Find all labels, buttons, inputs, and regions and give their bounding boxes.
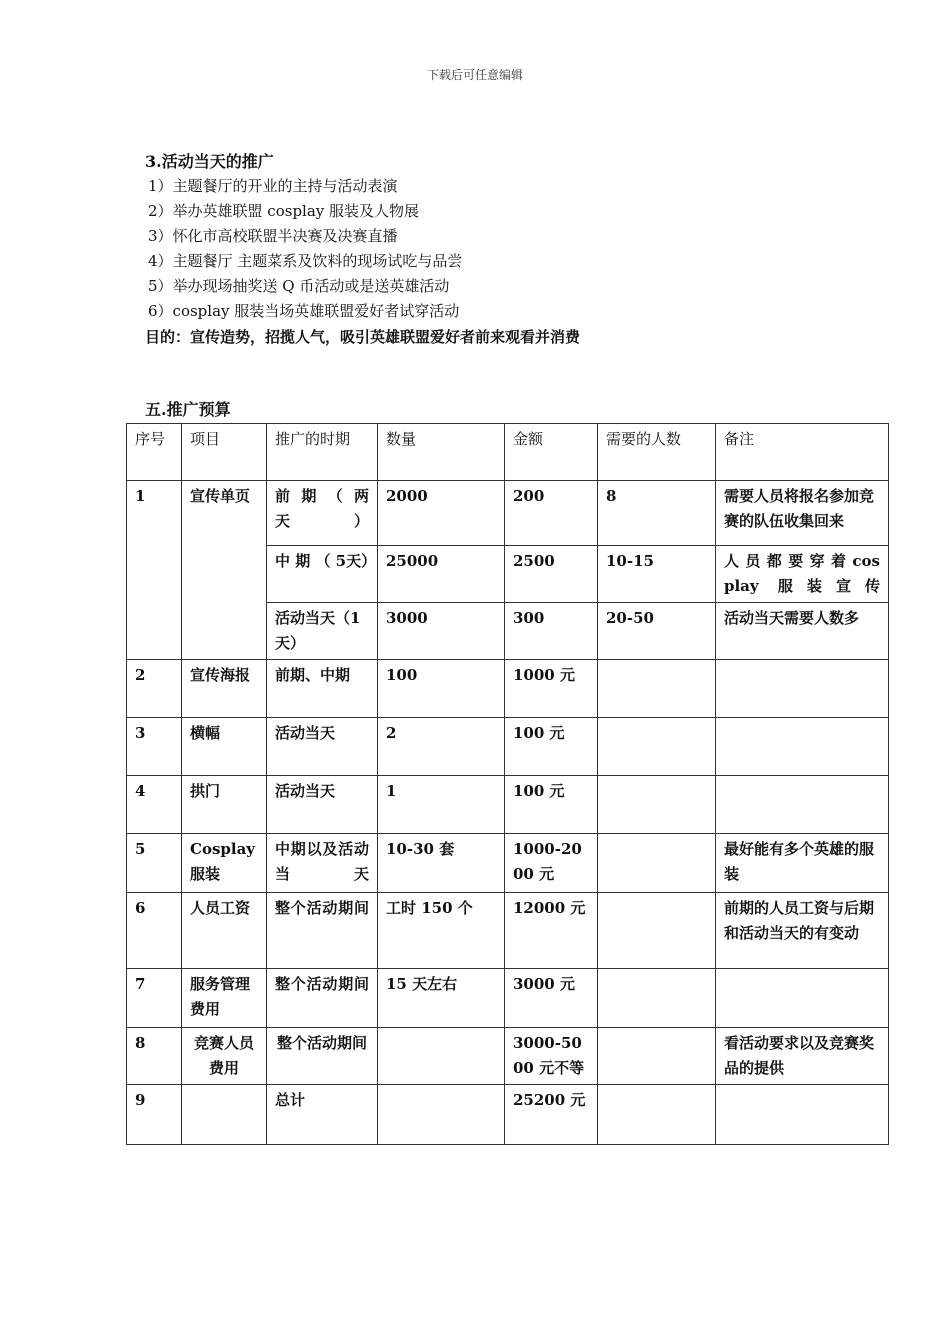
header-note: 下载后可任意编辑	[426, 68, 523, 82]
cell-period: 活动当天	[267, 776, 378, 834]
cell-amount: 12000 元	[505, 893, 598, 969]
cell-qty: 工时 150 个	[378, 893, 505, 969]
header-cell-amount: 金额	[505, 424, 598, 481]
cell-amount: 1000 元	[505, 660, 598, 718]
table-row	[127, 481, 889, 546]
cell-note	[716, 776, 889, 834]
cell-no: 6	[127, 893, 182, 969]
cell-qty	[378, 1028, 505, 1085]
header-cell-qty: 数量	[378, 424, 505, 481]
cell-amount: 3000-5000 元不等	[505, 1028, 598, 1085]
cell-item	[182, 1085, 267, 1145]
list-item: 5）举办现场抽奖送 Q 币活动或是送英雄活动	[148, 277, 450, 295]
header-cell-period: 推广的时期	[267, 424, 378, 481]
table-row	[127, 776, 889, 834]
cell-note	[716, 1085, 889, 1145]
list-item: 3）怀化市高校联盟半决赛及决赛直播	[148, 227, 398, 245]
header-cell-item: 项目	[182, 424, 267, 481]
cell-people: 8	[598, 481, 716, 546]
cell-no: 5	[127, 834, 182, 893]
cell-item: 横幅	[182, 718, 267, 776]
table-row	[127, 893, 889, 969]
cell-people	[598, 776, 716, 834]
cell-people: 10-15	[598, 546, 716, 603]
cell-qty: 2	[378, 718, 505, 776]
cell-note	[716, 660, 889, 718]
cell-item: 竞赛人员费用	[182, 1028, 267, 1085]
cell-item: 宣传海报	[182, 660, 267, 718]
cell-note: 前期的人员工资与后期和活动当天的有变动	[716, 893, 889, 969]
cell-qty: 25000	[378, 546, 505, 603]
cell-note: 最好能有多个英雄的服装	[716, 834, 889, 893]
cell-no: 9	[127, 1085, 182, 1145]
cell-people	[598, 660, 716, 718]
cell-period: 中 期 （ 5天）	[267, 546, 378, 603]
cell-item: 宣传单页	[182, 481, 267, 660]
header-cell-people: 需要的人数	[598, 424, 716, 481]
cell-item: 服务管理费用	[182, 969, 267, 1028]
cell-period: 活动当天	[267, 718, 378, 776]
cell-note	[716, 969, 889, 1028]
cell-qty: 2000	[378, 481, 505, 546]
cell-period: 总计	[267, 1085, 378, 1145]
cell-no: 7	[127, 969, 182, 1028]
cell-people	[598, 969, 716, 1028]
cell-amount: 25200 元	[505, 1085, 598, 1145]
cell-period: 活动当天（1天）	[267, 603, 378, 660]
cell-note: 看活动要求以及竞赛奖品的提供	[716, 1028, 889, 1085]
table-row	[127, 718, 889, 776]
list-item: 1）主题餐厅的开业的主持与活动表演	[148, 177, 398, 195]
list-item: 2）举办英雄联盟 cosplay 服装及人物展	[148, 202, 420, 220]
cell-qty: 15 天左右	[378, 969, 505, 1028]
cell-qty: 10-30 套	[378, 834, 505, 893]
cell-amount: 1000-2000 元	[505, 834, 598, 893]
cell-no: 2	[127, 660, 182, 718]
cell-item: Cosplay 服装	[182, 834, 267, 893]
table-row	[127, 834, 889, 893]
cell-people: 20-50	[598, 603, 716, 660]
cell-period: 中期以及活动当天	[267, 834, 378, 893]
header-cell-no: 序号	[127, 424, 182, 481]
cell-qty	[378, 1085, 505, 1145]
cell-no: 4	[127, 776, 182, 834]
cell-people	[598, 893, 716, 969]
cell-period: 整个活动期间	[267, 969, 378, 1028]
budget-title: 五.推广预算	[145, 400, 231, 419]
cell-item: 拱门	[182, 776, 267, 834]
cell-period: 整个活动期间	[267, 1028, 378, 1085]
cell-item: 人员工资	[182, 893, 267, 969]
cell-amount: 300	[505, 603, 598, 660]
table-row	[127, 969, 889, 1028]
budget-table	[126, 423, 889, 1145]
cell-people	[598, 1085, 716, 1145]
cell-qty: 100	[378, 660, 505, 718]
cell-period: 整个活动期间	[267, 893, 378, 969]
cell-no: 3	[127, 718, 182, 776]
cell-no: 8	[127, 1028, 182, 1085]
table-row-total	[127, 1085, 889, 1145]
table-header-row	[127, 424, 889, 481]
section-title: 3.活动当天的推广	[145, 152, 274, 171]
list-item: 4）主题餐厅 主题菜系及饮料的现场试吃与品尝	[148, 252, 463, 270]
cell-note: 人 员 都 要 穿 着 cosplay 服装宣传	[716, 546, 889, 603]
cell-amount: 2500	[505, 546, 598, 603]
cell-amount: 3000 元	[505, 969, 598, 1028]
table-row	[127, 660, 889, 718]
cell-period: 前期、中期	[267, 660, 378, 718]
cell-period: 前 期 （ 两天）	[267, 481, 378, 546]
cell-people	[598, 718, 716, 776]
table-row	[127, 1028, 889, 1085]
purpose-statement: 目的：宣传造势，招揽人气，吸引英雄联盟爱好者前来观看并消费	[145, 328, 581, 346]
activity-list	[145, 174, 905, 324]
cell-no: 1	[127, 481, 182, 660]
cell-note: 需要人员将报名参加竞赛的队伍收集回来	[716, 481, 889, 546]
cell-note	[716, 718, 889, 776]
section-activity-day-promotion	[145, 150, 905, 350]
list-item: 6）cosplay 服装当场英雄联盟爱好者试穿活动	[148, 302, 460, 320]
cell-amount: 100 元	[505, 718, 598, 776]
cell-people	[598, 834, 716, 893]
cell-qty: 1	[378, 776, 505, 834]
cell-amount: 100 元	[505, 776, 598, 834]
header-cell-note: 备注	[716, 424, 889, 481]
cell-note: 活动当天需要人数多	[716, 603, 889, 660]
cell-people	[598, 1028, 716, 1085]
cell-amount: 200	[505, 481, 598, 546]
cell-qty: 3000	[378, 603, 505, 660]
